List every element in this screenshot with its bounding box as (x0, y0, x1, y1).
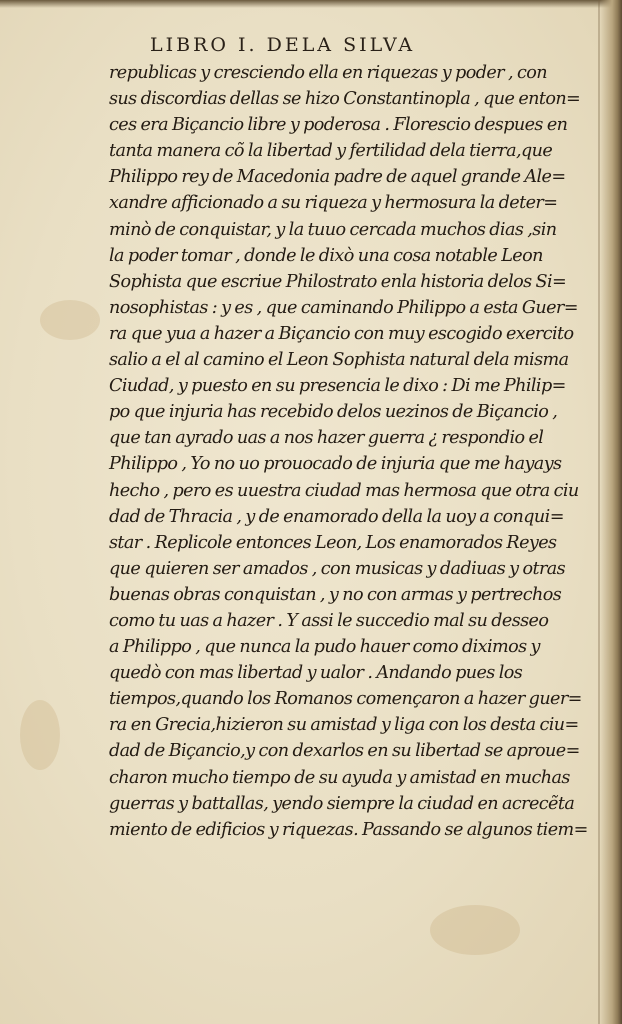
text-line: Sophista que escriue Philostrato enla historia delos Si= (109, 271, 567, 292)
text-line: sus discordias dellas se hizo Constantinopla , que enton= (109, 89, 581, 110)
text-line: Philippo , Yo no uo prouocado de injuria que me hayays (109, 454, 562, 475)
text-line: hecho , pero es uuestra ciudad mas hermosa que otra ciu (109, 480, 579, 501)
text-line: charon mucho tiempo de su ayuda y amistad en muchas (109, 767, 570, 788)
text-line: la poder tomar , donde le dixò una cosa notable Leon (109, 245, 543, 266)
text-line: salio a el al camino el Leon Sophista natural dela misma (109, 350, 569, 371)
text-line: ces era Biçancio libre y poderosa . Florescio despues en (109, 115, 568, 136)
text-line: po que injuria has recebido delos uezinos de Biçancio , (109, 402, 558, 423)
text-line: a Philippo , que nunca la pudo hauer como diximos y (109, 637, 540, 658)
text-line: buenas obras conquistan , y no con armas y pertrechos (109, 584, 562, 605)
text-line: ra en Grecia,hizieron su amistad y liga con los desta ciu= (109, 715, 579, 736)
paper-stain (40, 300, 100, 340)
text-line: tanta manera cõ la libertad y fertilidad dela tierra,que (109, 141, 553, 162)
body-text (109, 60, 588, 843)
text-line: tiempos,quando los Romanos començaron a hazer guer= (109, 689, 582, 710)
text-line: miento de edificios y riquezas. Passando se algunos tiem= (109, 819, 588, 840)
text-line: guerras y battallas, yendo siempre la ciudad en acrecẽta (109, 793, 575, 814)
text-line: Philippo rey de Macedonia padre de aquel grande Ale= (109, 167, 566, 188)
running-header: LIBRO I. DELA SILVA (150, 34, 416, 56)
paper-stain (20, 700, 60, 770)
text-line: dad de Biçancio,y con dexarlos en su libertad se aproue= (109, 741, 580, 762)
text-line: nosophistas : y es , que caminando Philippo a esta Guer= (109, 297, 578, 318)
text-line: xandre afficionado a su riqueza y hermosura la deter= (109, 193, 558, 214)
text-line: republicas y cresciendo ella en riquezas y poder , con (109, 63, 547, 83)
text-line: star . Replicole entonces Leon, Los enamorados Reyes (109, 532, 557, 553)
text-line: Ciudad, y puesto en su presencia le dixo : Di me Philip= (109, 376, 566, 397)
text-line: que quieren ser amados , con musicas y dadiuas y otras (109, 558, 566, 579)
text-line: como tu uas a hazer . Y assi le succedio mal su desseo (109, 610, 549, 631)
text-line: que tan ayrado uas a nos hazer guerra ¿ respondio el (109, 428, 544, 449)
text-line: ra que yua a hazer a Biçancio con muy escogido exercito (109, 323, 574, 344)
paper-stain (430, 905, 520, 955)
text-line: quedò con mas libertad y ualor . Andando pues los (109, 663, 523, 684)
text-line: minò de conquistar, y la tuuo cercada muchos dias ,sin (109, 219, 557, 240)
page-right-edge (600, 0, 622, 1024)
text-line: dad de Thracia , y de enamorado della la uoy a conqui= (109, 506, 564, 527)
page-top-edge (0, 0, 622, 8)
